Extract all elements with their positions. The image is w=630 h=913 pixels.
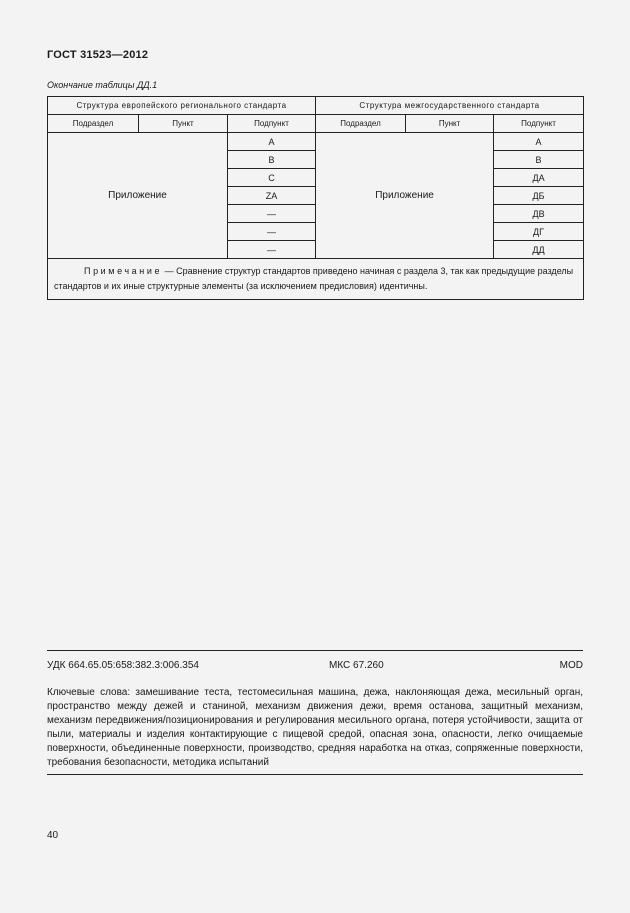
page-number: 40 xyxy=(47,830,59,841)
footer-divider-top xyxy=(47,650,583,651)
structure-comparison-table xyxy=(47,96,584,300)
column-header: Подпункт xyxy=(494,115,584,133)
interstate-subitem-cell: ДБ xyxy=(494,187,584,205)
table-caption: Окончание таблицы ДД.1 xyxy=(47,80,158,90)
european-subitem-cell: — xyxy=(228,205,316,223)
note-text: — Сравнение структур стандартов приведено начиная с раздела 3, так как предыдущие разделы стандартов и их иные структурные элементы (за исключением предисловия) идентичны. xyxy=(54,266,574,291)
column-header: Подпункт xyxy=(228,115,316,133)
european-subitem-cell: C xyxy=(228,169,316,187)
column-header: Подраздел xyxy=(48,115,139,133)
european-subitem-cell: A xyxy=(228,133,316,151)
interstate-subitem-cell: ДГ xyxy=(494,223,584,241)
group-header-interstate: Структура межгосударственного стандарта xyxy=(316,97,584,115)
european-subitem-cell: — xyxy=(228,241,316,259)
column-header: Пункт xyxy=(406,115,494,133)
keywords-paragraph: Ключевые слова: замешивание теста, тестомесильная машина, дежа, наклоняющая дежа, месильный орган, пространство между дежей и станиной, механизм движения дежи, время останова, защитный механизм, механизм передвижения/позиционирования и регулирования месильного органа, потеря устойчивости, защита от пыли, материалы и изделия контактирующие с пищевой средой, опасная зона, опасности, легко очищаемые поверхности, объединенные поверхности, производство, средняя наработка на отказ, сопряженные поверхности, требования безопасности, методика испытаний xyxy=(47,687,583,768)
interstate-subitem-cell: ДА xyxy=(494,169,584,187)
footer-divider-bottom xyxy=(47,774,583,775)
group-header-european: Структура европейского регионального стандарта xyxy=(48,97,316,115)
interstate-subitem-cell: А xyxy=(494,133,584,151)
interstate-subitem-cell: В xyxy=(494,151,584,169)
document-code: ГОСТ 31523—2012 xyxy=(47,49,149,61)
column-header: Подраздел xyxy=(316,115,406,133)
table-note xyxy=(48,259,584,300)
interstate-subitem-cell: ДВ xyxy=(494,205,584,223)
european-subitem-cell: — xyxy=(228,223,316,241)
column-header: Пункт xyxy=(139,115,228,133)
european-annex-cell: Приложение xyxy=(48,133,228,259)
interstate-annex-cell: Приложение xyxy=(316,133,494,259)
mod-label: MOD xyxy=(559,660,583,671)
udk-code: УДК 664.65.05:658:382.3:006.354 xyxy=(47,660,199,671)
mks-code: МКС 67.260 xyxy=(329,660,384,671)
european-subitem-cell: B xyxy=(228,151,316,169)
interstate-subitem-cell: ДД xyxy=(494,241,584,259)
european-subitem-cell: ZA xyxy=(228,187,316,205)
note-label: Примечание xyxy=(84,266,163,276)
